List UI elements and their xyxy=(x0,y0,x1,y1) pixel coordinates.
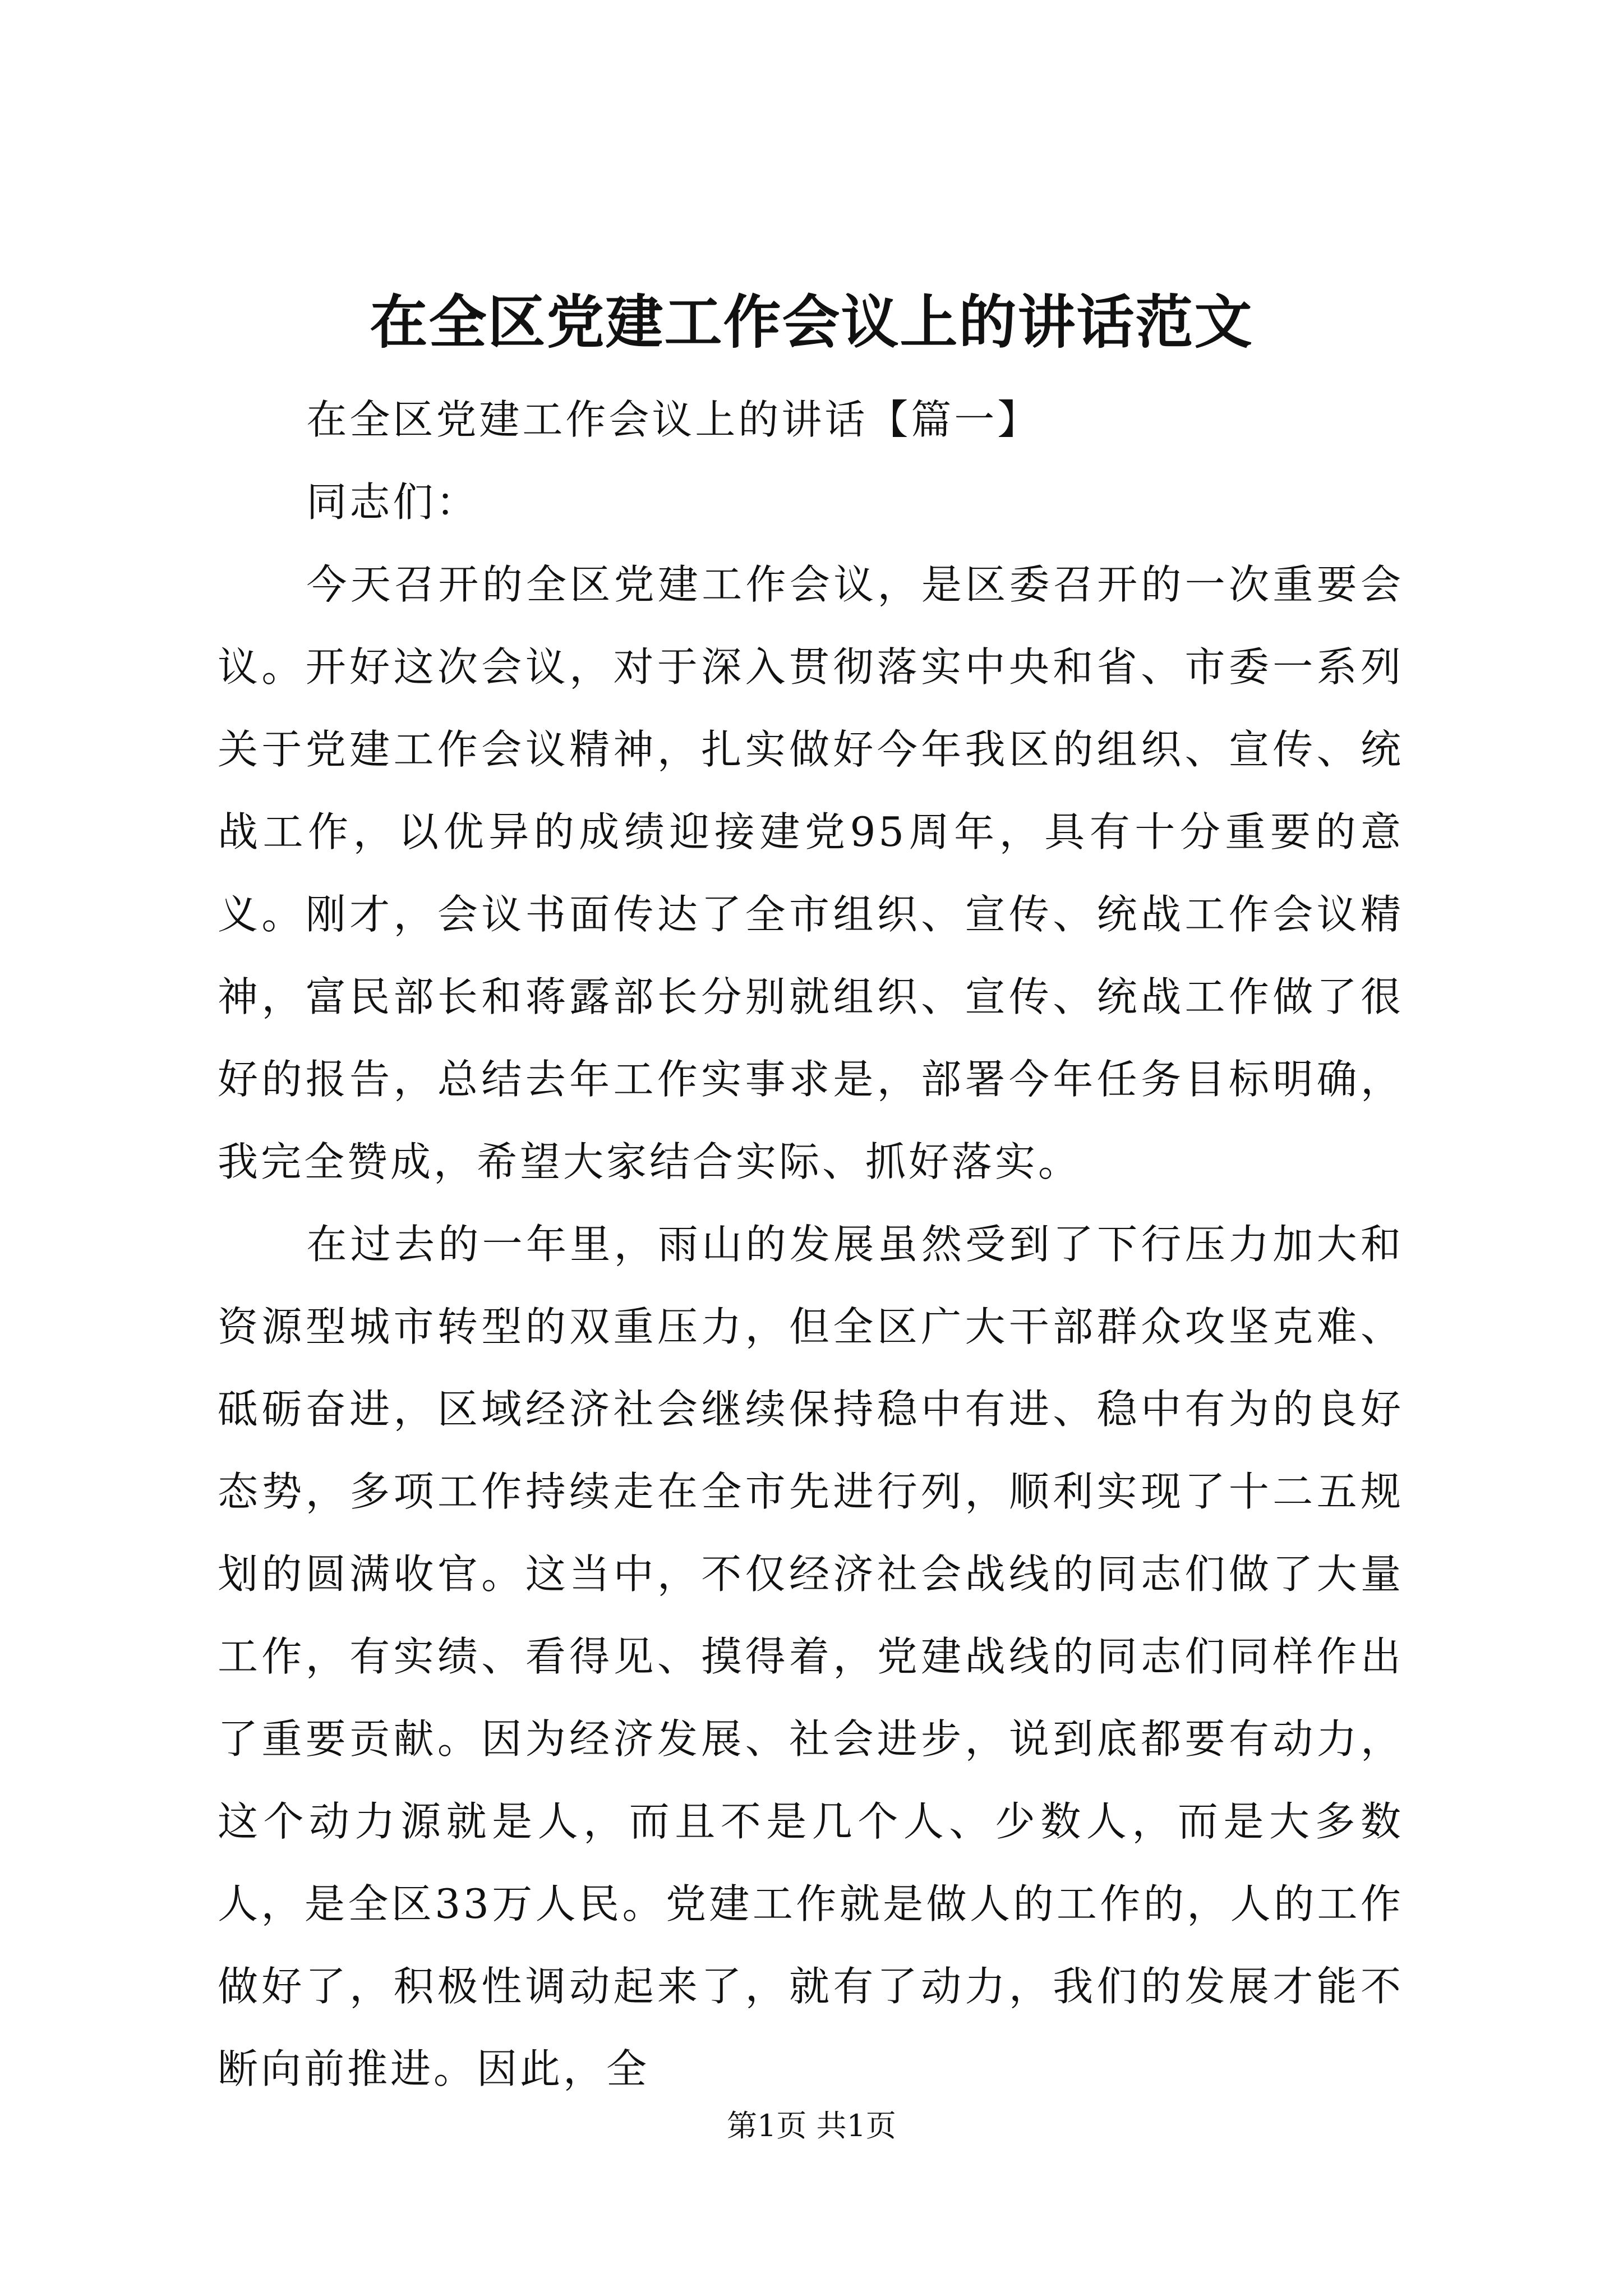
salutation: 同志们： xyxy=(306,478,479,526)
body-paragraph: 在过去的一年里，雨山的发展虽然受到了下行压力加大和资源型城市转型的双重压力，但全区广大干部群众攻坚克难、砥砺奋进，区域经济社会继续保持稳中有进、稳中有为的良好态势，多项工作持续走在全市先进行列，顺利实现了十二五规划的圆满收官。这当中，不仅经济社会战线的同志们做了大量工作，有实绩、看得见、摸得着，党建战线的同志们同样作出了重要贡献。因为经济发展、社会进步，说到底都要有动力，这个动力源就是人，而且不是几个人、少数人，而是大多数人，是全区33万人民。党建工作就是做人的工作的，人的工作做好了，积极性调动起来了，就有了动力，我们的发展才能不断向前推进。因此，全 xyxy=(218,1221,1404,2092)
section-heading: 在全区党建工作会议上的讲话【篇一】 xyxy=(306,396,1041,443)
document-body xyxy=(218,379,1404,2110)
document-title: 在全区党建工作会议上的讲话范文 xyxy=(370,288,1253,356)
page-footer xyxy=(0,2104,1623,2148)
body-paragraph: 今天召开的全区党建工作会议，是区委召开的一次重要会议。开好这次会议，对于深入贯彻落实中央和省、市委一系列关于党建工作会议精神，扎实做好今年我区的组织、宣传、统战工作，以优异的成绩迎接建党95周年，具有十分重要的意义。刚才，会议书面传达了全市组织、宣传、统战工作会议精神，富民部长和蒋露部长分别就组织、宣传、统战工作做了很好的报告，总结去年工作实事求是，部署今年任务目标明确，我完全赞成，希望大家结合实际、抓好落实。 xyxy=(218,561,1404,1185)
page-number: 第1页 共1页 xyxy=(727,2108,896,2143)
